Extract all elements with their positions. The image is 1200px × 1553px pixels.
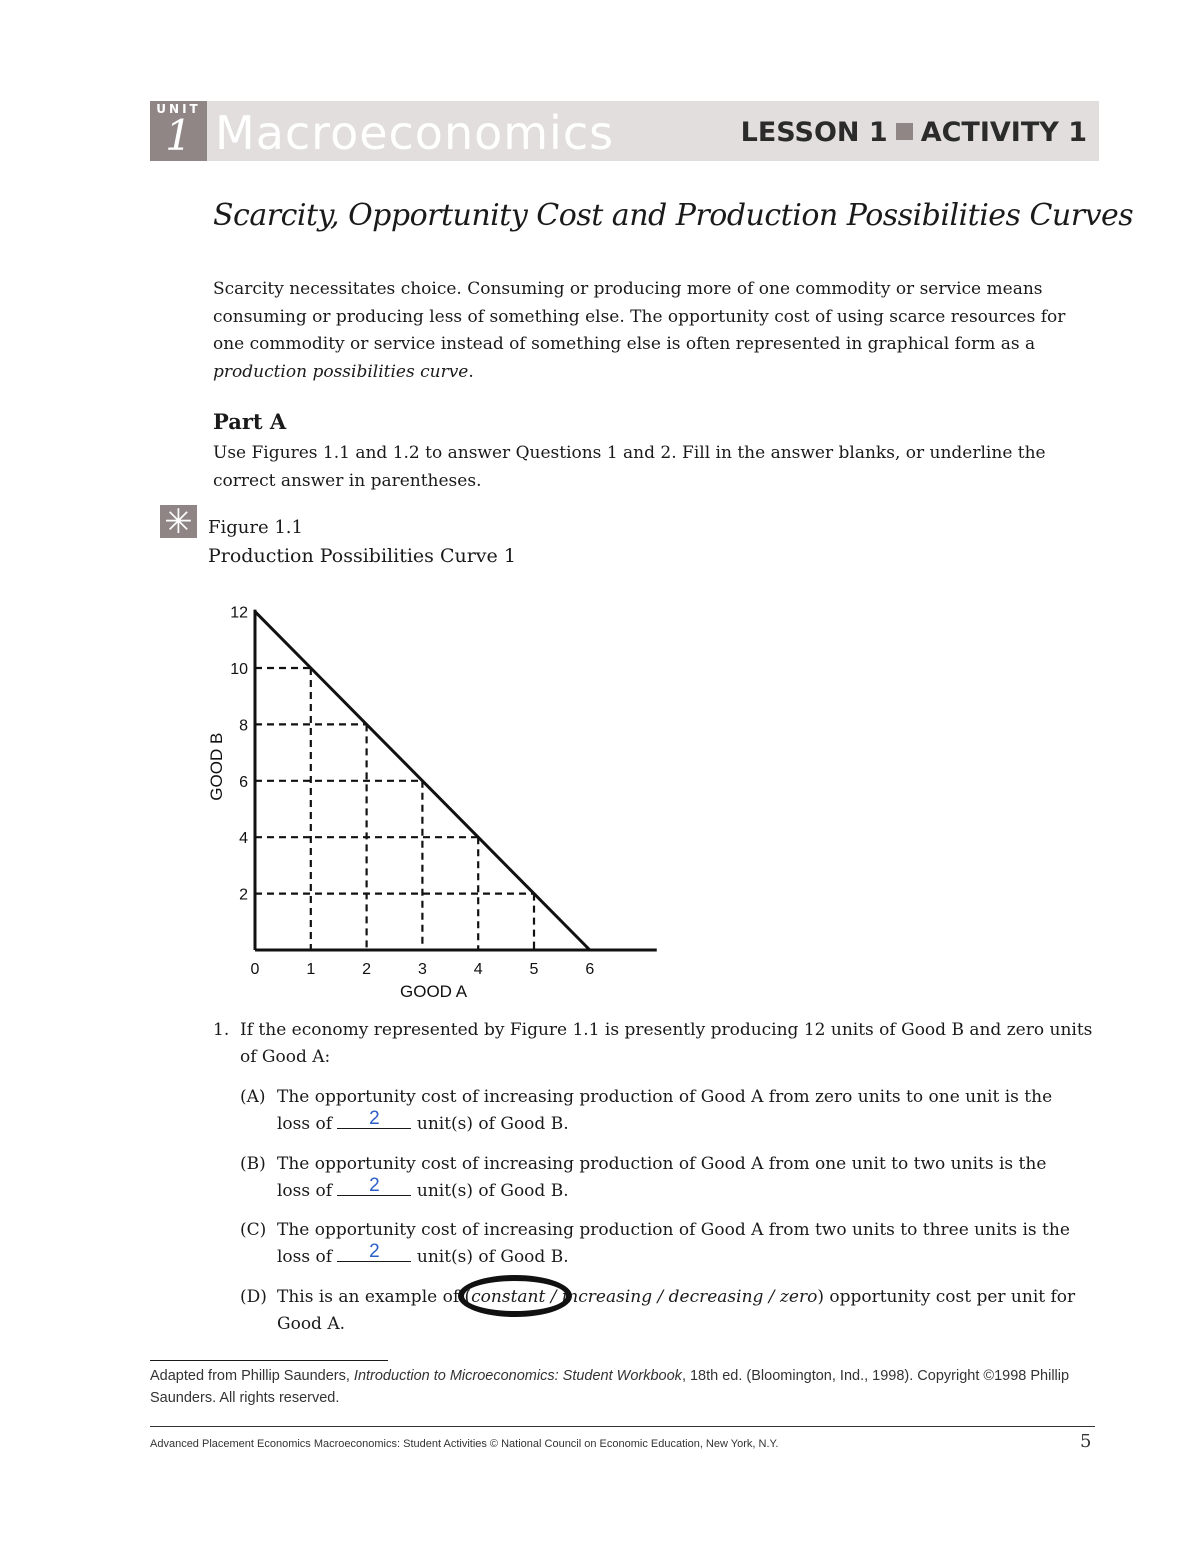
lesson-activity-label	[741, 117, 1087, 149]
page-title: Scarcity, Opportunity Cost and Production Possibilities Curves	[213, 198, 1134, 233]
question-1-stem: If the economy represented by Figure 1.1 is presently producing 12 units of Good B and zero units of Good A:	[240, 1020, 1093, 1067]
answer-b: 2	[369, 1175, 380, 1196]
footnote-rule	[150, 1360, 388, 1361]
part-a-line2	[277, 1108, 1097, 1138]
part-c-line2	[277, 1241, 1097, 1271]
page-number: 5	[1080, 1431, 1092, 1452]
part-b-line2	[277, 1175, 1097, 1205]
footer-text: Advanced Placement Economics Macroeconomics: Student Activities © National Council on Economic Education, New York, N.Y.	[150, 1438, 779, 1450]
x-axis-label: GOOD A	[400, 982, 468, 1001]
unit-title: Macroeconomics	[215, 106, 615, 160]
footnote-pre: Adapted from Phillip Saunders,	[150, 1368, 354, 1384]
x-tick-label: 0	[250, 961, 260, 978]
intro-end: .	[468, 361, 474, 382]
figure-title: Production Possibilities Curve 1	[208, 545, 516, 567]
y-tick-label: 2	[239, 886, 248, 904]
part-d-letter: (D)	[240, 1287, 267, 1307]
units-label: unit(s) of Good B.	[416, 1247, 569, 1267]
x-tick-label: 6	[585, 961, 595, 978]
part-d-text	[277, 1284, 1097, 1338]
activity-label: ACTIVITY 1	[920, 117, 1087, 148]
part-c-text	[277, 1217, 1097, 1271]
part-d-post: ) opportunity cost per unit for	[817, 1287, 1076, 1307]
answer-blank-a[interactable]	[337, 1108, 411, 1129]
square-separator-icon	[896, 123, 913, 140]
figure-label: Figure 1.1	[208, 517, 303, 538]
part-b-text	[277, 1151, 1097, 1205]
answer-circle-mark	[458, 1275, 572, 1317]
answer-c: 2	[369, 1241, 380, 1262]
units-label: unit(s) of Good B.	[416, 1181, 569, 1201]
answer-blank-b[interactable]	[337, 1175, 411, 1196]
y-tick-label: 12	[230, 604, 248, 622]
part-b-line1: The opportunity cost of increasing production of Good A from one unit to two units is the	[277, 1154, 1047, 1174]
x-tick-label: 5	[529, 961, 539, 978]
unit-label: UNIT	[156, 102, 201, 116]
x-tick-label: 2	[362, 961, 372, 978]
y-axis-label: GOOD B	[207, 732, 226, 801]
footer-rule	[150, 1426, 1095, 1427]
y-tick-label: 10	[230, 661, 248, 678]
intro-emphasis: production possibilities curve	[213, 361, 469, 382]
x-tick-label: 3	[417, 961, 427, 978]
part-a-heading: Part A	[213, 409, 287, 434]
y-tick-label: 8	[239, 717, 248, 735]
y-tick-label: 4	[239, 830, 248, 848]
part-d-line2: Good A.	[277, 1314, 346, 1334]
part-d-pre: This is an example of (	[277, 1287, 472, 1307]
part-d-line1	[277, 1284, 1097, 1311]
y-tick-label: 6	[239, 773, 248, 791]
intro-text: Scarcity necessitates choice. Consuming or producing more of one commodity or service means consuming or producing less of something else. The opportunity cost of using scarce resources for one commodity or service instead of something else is often represented in graphical form as a	[213, 279, 1066, 354]
unit-number: 1	[165, 111, 192, 160]
part-a-letter: (A)	[240, 1087, 266, 1107]
part-a-text	[277, 1084, 1097, 1138]
footnote	[150, 1365, 1100, 1409]
part-b-letter: (B)	[240, 1154, 266, 1174]
footnote-book-title: Introduction to Microeconomics: Student Workbook	[353, 1368, 682, 1384]
part-a-line1: The opportunity cost of increasing production of Good A from zero units to one unit is the	[277, 1087, 1053, 1107]
answer-a: 2	[369, 1108, 380, 1129]
part-c-line1: The opportunity cost of increasing production of Good A from two units to three units is the	[277, 1220, 1070, 1240]
part-d-options[interactable]: constant / increasing / decreasing / zero	[471, 1287, 818, 1307]
loss-of-label: loss of	[277, 1247, 333, 1267]
loss-of-label: loss of	[277, 1181, 333, 1201]
x-tick-label: 1	[306, 961, 316, 978]
ppc-chart	[180, 585, 680, 1005]
footnote-post: , 18th ed. (Bloomington, Ind., 1998). Copyright ©1998 Phillip Saunders. All rights reserved.	[150, 1368, 1070, 1406]
answer-blank-c[interactable]	[337, 1241, 411, 1262]
asterisk-icon: ✳	[160, 505, 197, 538]
part-c-letter: (C)	[240, 1220, 267, 1240]
units-label: unit(s) of Good B.	[416, 1114, 569, 1134]
question-1-number: 1.	[213, 1020, 230, 1040]
intro-paragraph	[213, 276, 1093, 386]
x-tick-label: 4	[473, 961, 483, 978]
loss-of-label: loss of	[277, 1114, 333, 1134]
lesson-label: LESSON 1	[740, 117, 888, 148]
part-a-instructions: Use Figures 1.1 and 1.2 to answer Questions 1 and 2. Fill in the answer blanks, or underline the correct answer in parentheses.	[213, 443, 1046, 491]
